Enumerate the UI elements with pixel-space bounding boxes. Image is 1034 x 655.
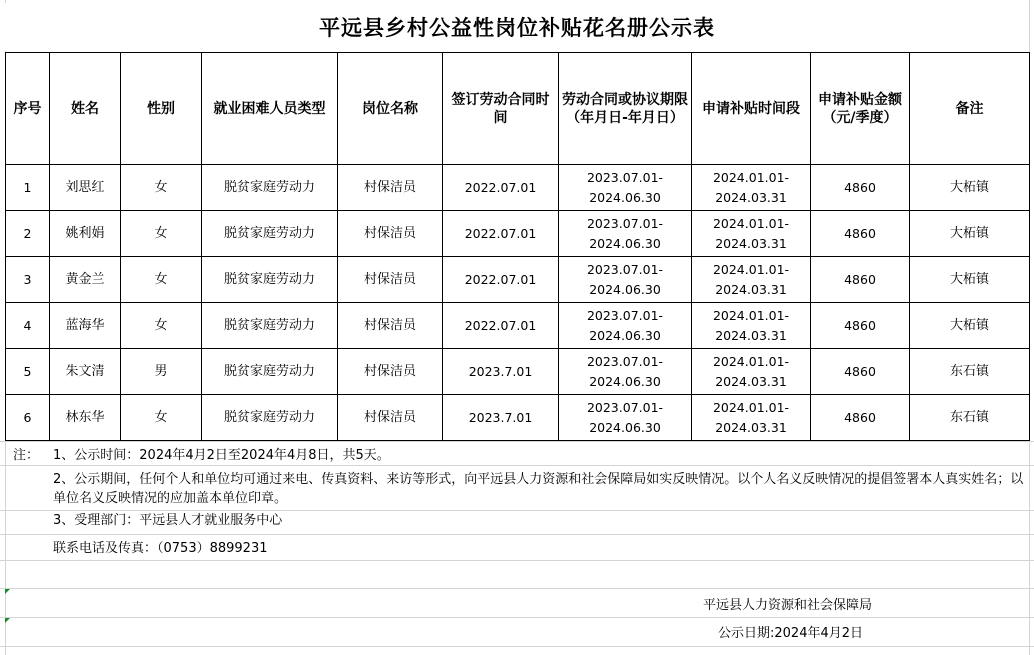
column-header-amount[interactable]: 申请补贴金额（元/季度） <box>811 53 910 165</box>
cell-no[interactable]: 5 <box>6 349 50 395</box>
table-row <box>6 349 1030 395</box>
cell-subsidy-period-end: 2024.03.31 <box>715 373 787 389</box>
cell-gender[interactable]: 女 <box>121 257 202 303</box>
footer-organization[interactable]: 平远县人力资源和社会保障局 <box>703 598 873 613</box>
cell-contract-term-end: 2024.06.30 <box>589 189 661 205</box>
cell-contract-term[interactable] <box>559 303 692 349</box>
column-header-type[interactable]: 就业困难人员类型 <box>202 53 338 165</box>
cell-post[interactable]: 村保洁员 <box>338 303 443 349</box>
cell-no[interactable]: 3 <box>6 257 50 303</box>
cell-difficulty-type[interactable]: 脱贫家庭劳动力 <box>202 165 338 211</box>
cell-name[interactable]: 朱文清 <box>50 349 121 395</box>
cell-contract-term-end: 2024.06.30 <box>589 419 661 435</box>
note-contact-phone[interactable]: 联系电话及传真：（0753）8899231 <box>53 541 268 556</box>
cell-contract-term-end: 2024.06.30 <box>589 327 661 343</box>
cell-remark[interactable]: 大柘镇 <box>910 257 1030 303</box>
cell-remark[interactable]: 大柘镇 <box>910 303 1030 349</box>
cell-subsidy-period-end: 2024.03.31 <box>715 327 787 343</box>
cell-subsidy-period-start: 2024.01.01- <box>712 353 790 369</box>
cell-post[interactable]: 村保洁员 <box>338 165 443 211</box>
note-feedback-instructions[interactable]: 2、公示期间，任何个人和单位均可通过来电、传真资料、来访等形式，向平远县人力资源和社会保障局如实反映情况。以个人名义反映情况的提倡签署本人真实姓名；以单位名义反映情况的应加盖本单位印章。 <box>53 472 1024 506</box>
note-receiving-department[interactable]: 3、受理部门：平远县人才就业服务中心 <box>53 513 283 528</box>
table-row <box>6 395 1030 441</box>
cell-amount[interactable]: 4860 <box>811 349 910 395</box>
cell-amount[interactable]: 4860 <box>811 303 910 349</box>
cell-contract-term-start: 2023.07.01- <box>586 307 664 323</box>
column-header-term[interactable]: 劳动合同或协议期限（年月日-年月日） <box>559 53 692 165</box>
cell-name[interactable]: 刘思红 <box>50 165 121 211</box>
cell-subsidy-period[interactable] <box>692 257 811 303</box>
cell-amount[interactable]: 4860 <box>811 395 910 441</box>
table-header-row <box>6 53 1030 165</box>
cell-sign-date[interactable]: 2022.07.01 <box>443 303 559 349</box>
column-header-period[interactable]: 申请补贴时间段 <box>692 53 811 165</box>
cell-contract-term-start: 2023.07.01- <box>586 261 664 277</box>
cell-remark[interactable]: 东石镇 <box>910 395 1030 441</box>
cell-contract-term-end: 2024.06.30 <box>589 373 661 389</box>
cell-sign-date[interactable]: 2023.7.01 <box>443 349 559 395</box>
cell-subsidy-period[interactable] <box>692 165 811 211</box>
cell-subsidy-period-start: 2024.01.01- <box>712 169 790 185</box>
cell-no[interactable]: 1 <box>6 165 50 211</box>
footer-publish-date[interactable]: 公示日期:2024年4月2日 <box>718 626 864 641</box>
column-header-gender[interactable]: 性别 <box>121 53 202 165</box>
cell-name[interactable]: 姚利娟 <box>50 211 121 257</box>
cell-subsidy-period[interactable] <box>692 395 811 441</box>
table-row <box>6 257 1030 303</box>
cell-gender[interactable]: 女 <box>121 303 202 349</box>
cell-contract-term[interactable] <box>559 211 692 257</box>
subsidy-table <box>5 52 1030 441</box>
cell-gender[interactable]: 女 <box>121 395 202 441</box>
cell-contract-term-start: 2023.07.01- <box>586 399 664 415</box>
cell-sign-date[interactable]: 2022.07.01 <box>443 257 559 303</box>
cell-sign-date[interactable]: 2023.7.01 <box>443 395 559 441</box>
cell-name[interactable]: 林东华 <box>50 395 121 441</box>
cell-difficulty-type[interactable]: 脱贫家庭劳动力 <box>202 349 338 395</box>
notes-label: 注： <box>13 448 40 463</box>
cell-subsidy-period-end: 2024.03.31 <box>715 189 787 205</box>
table-row <box>6 303 1030 349</box>
cell-amount[interactable]: 4860 <box>811 257 910 303</box>
cell-amount[interactable]: 4860 <box>811 165 910 211</box>
cell-difficulty-type[interactable]: 脱贫家庭劳动力 <box>202 257 338 303</box>
column-header-name[interactable]: 姓名 <box>50 53 121 165</box>
cell-difficulty-type[interactable]: 脱贫家庭劳动力 <box>202 395 338 441</box>
cell-gender[interactable]: 男 <box>121 349 202 395</box>
column-header-remark[interactable]: 备注 <box>910 53 1030 165</box>
cell-contract-term-start: 2023.07.01- <box>586 353 664 369</box>
page-title: 平远县乡村公益性岗位补贴花名册公示表 <box>5 3 1029 51</box>
cell-subsidy-period-end: 2024.03.31 <box>715 419 787 435</box>
cell-subsidy-period-start: 2024.01.01- <box>712 215 790 231</box>
cell-sign-date[interactable]: 2022.07.01 <box>443 165 559 211</box>
table-row <box>6 165 1030 211</box>
cell-difficulty-type[interactable]: 脱贫家庭劳动力 <box>202 211 338 257</box>
table-row <box>6 211 1030 257</box>
cell-amount[interactable]: 4860 <box>811 211 910 257</box>
cell-contract-term-start: 2023.07.01- <box>586 169 664 185</box>
cell-comment-marker <box>5 618 10 623</box>
cell-post[interactable]: 村保洁员 <box>338 349 443 395</box>
cell-contract-term[interactable] <box>559 395 692 441</box>
cell-no[interactable]: 6 <box>6 395 50 441</box>
cell-subsidy-period[interactable] <box>692 303 811 349</box>
cell-no[interactable]: 4 <box>6 303 50 349</box>
cell-subsidy-period-start: 2024.01.01- <box>712 261 790 277</box>
cell-subsidy-period[interactable] <box>692 211 811 257</box>
cell-difficulty-type[interactable]: 脱贫家庭劳动力 <box>202 303 338 349</box>
column-header-no[interactable]: 序号 <box>6 53 50 165</box>
cell-post[interactable]: 村保洁员 <box>338 395 443 441</box>
cell-remark[interactable]: 大柘镇 <box>910 211 1030 257</box>
cell-contract-term[interactable] <box>559 165 692 211</box>
cell-subsidy-period-end: 2024.03.31 <box>715 281 787 297</box>
cell-post[interactable]: 村保洁员 <box>338 211 443 257</box>
cell-subsidy-period-start: 2024.01.01- <box>712 307 790 323</box>
cell-subsidy-period[interactable] <box>692 349 811 395</box>
cell-gender[interactable]: 女 <box>121 211 202 257</box>
cell-sign-date[interactable]: 2022.07.01 <box>443 211 559 257</box>
cell-subsidy-period-end: 2024.03.31 <box>715 235 787 251</box>
cell-name[interactable]: 黄金兰 <box>50 257 121 303</box>
column-header-post[interactable]: 岗位名称 <box>338 53 443 165</box>
cell-contract-term[interactable] <box>559 349 692 395</box>
cell-contract-term-end: 2024.06.30 <box>589 281 661 297</box>
cell-gender[interactable]: 女 <box>121 165 202 211</box>
cell-contract-term[interactable] <box>559 257 692 303</box>
cell-contract-term-start: 2023.07.01- <box>586 215 664 231</box>
cell-remark[interactable]: 大柘镇 <box>910 165 1030 211</box>
note-publicity-period[interactable]: 1、公示时间：2024年4月2日至2024年4月8日，共5天。 <box>53 448 390 463</box>
cell-name[interactable]: 蓝海华 <box>50 303 121 349</box>
cell-remark[interactable]: 东石镇 <box>910 349 1030 395</box>
cell-comment-marker <box>5 589 10 594</box>
cell-post[interactable]: 村保洁员 <box>338 257 443 303</box>
column-header-sign-date[interactable]: 签订劳动合同时间 <box>443 53 559 165</box>
cell-no[interactable]: 2 <box>6 211 50 257</box>
cell-contract-term-end: 2024.06.30 <box>589 235 661 251</box>
cell-subsidy-period-start: 2024.01.01- <box>712 399 790 415</box>
